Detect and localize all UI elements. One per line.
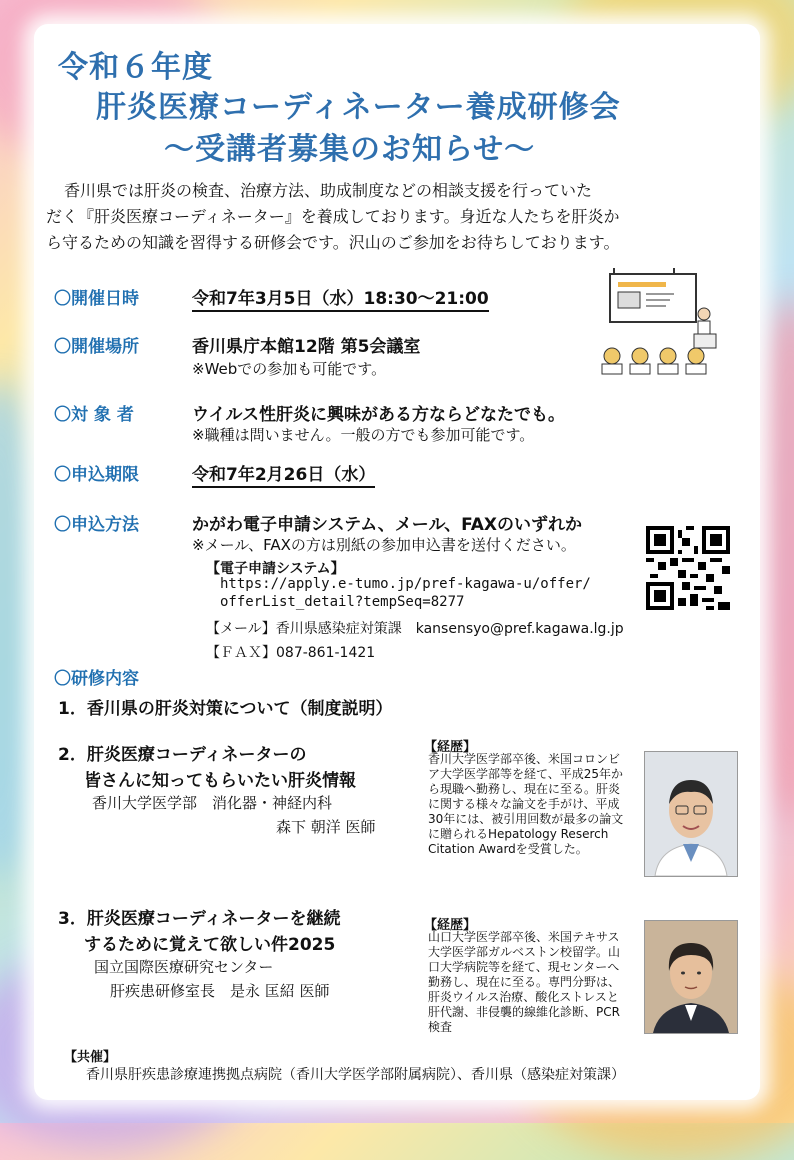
session-3-title-2: するために覚えて欲しい件2025 bbox=[84, 935, 336, 955]
session-3-bio: 山口大学医学部卒後、米国テキサス大学医学部ガルベストン校留学。山口大学病院等を経て、現センターへ勤務し、現在に至る。専門分野は、肝炎ウイルス治療、酸化ストレスと肝代謝、非侵襲的線維化診断、PCR検査 bbox=[428, 930, 621, 1034]
session-3-bio-head: 【経歴】 bbox=[424, 918, 477, 933]
session-2-bio: 香川大学医学部卒後、米国コロンビア大学医学部等を経て、平成25年から現職へ勤務し、現在に至る。肝炎に関する様々な論文を手がけ、平成30年には、被引用回数が最多の論文に贈られるHepatology Reserch Citation Awardを受賞した。 bbox=[428, 752, 624, 856]
method-value: かがわ電子申請システム、メール、FAXのいずれか bbox=[192, 515, 583, 535]
title-main: 肝炎医療コーディネーター養成研修会 bbox=[96, 90, 621, 125]
venue-value: 香川県庁本館12階 第5会議室 bbox=[192, 337, 421, 357]
sponsor-head: 【共催】 bbox=[64, 1050, 117, 1065]
intro-line-1: 香川県では肝炎の検査、治療方法、助成制度などの相談支援を行っていた bbox=[64, 181, 593, 200]
mail-line[interactable]: 【メール】香川県感染症対策課 kansensyo@pref.kagawa.lg.jp bbox=[206, 621, 624, 637]
qr-code-icon[interactable] bbox=[646, 526, 730, 610]
venue-label: 〇開催場所 bbox=[54, 337, 139, 357]
system-head: 【電子申請システム】 bbox=[206, 561, 345, 577]
intro-line-3: ら守るための知識を習得する研修会です。沢山のご参加をお待ちしております。 bbox=[46, 233, 620, 252]
deadline-label: 〇申込期限 bbox=[54, 465, 139, 485]
session-2-bio-head: 【経歴】 bbox=[424, 740, 477, 755]
session-3-title-1: 3．肝炎医療コーディネーターを継続 bbox=[58, 909, 341, 929]
session-2-affiliation: 香川大学医学部 消化器・神経内科 bbox=[92, 794, 333, 812]
session-2-title-2: 皆さんに知ってもらいたい肝炎情報 bbox=[84, 771, 356, 791]
presentation-illustration-icon bbox=[594, 264, 734, 376]
target-note: ※職種は問いません。一般の方でも参加可能です。 bbox=[192, 426, 535, 444]
fax-line: 【ＦＡＸ】087-861-1421 bbox=[206, 645, 376, 661]
session-3-affiliation: 国立国際医療研究センター bbox=[94, 958, 274, 976]
deadline-value: 令和7年2月26日（水） bbox=[192, 460, 375, 488]
sponsor-text: 香川県肝疾患診療連携拠点病院（香川大学医学部附属病院）、香川県（感染症対策課） bbox=[86, 1067, 625, 1083]
session-1-title: 1．香川県の肝炎対策について（制度説明） bbox=[58, 699, 393, 719]
venue-note: ※Webでの参加も可能です。 bbox=[192, 360, 387, 378]
doctor-photo-icon bbox=[644, 920, 738, 1034]
title-sub: ～受講者募集のお知らせ～ bbox=[164, 132, 536, 167]
title-year: 令和６年度 bbox=[58, 50, 213, 85]
target-label: 〇対 象 者 bbox=[54, 405, 134, 425]
session-3-speaker: 肝疾患研修室長 是永 匡紹 医師 bbox=[110, 982, 330, 1000]
url-line-1[interactable]: https://apply.e-tumo.jp/pref-kagawa-u/offer/ bbox=[220, 576, 591, 592]
flyer-paper bbox=[34, 24, 760, 1100]
date-label: 〇開催日時 bbox=[54, 289, 139, 309]
target-value: ウイルス性肝炎に興味がある方ならどなたでも。 bbox=[192, 405, 565, 425]
doctor-photo-icon bbox=[644, 751, 738, 877]
intro-line-2: だく『肝炎医療コーディネーター』を養成しております。身近な人たちを肝炎か bbox=[46, 207, 620, 226]
method-note: ※メール、FAXの方は別紙の参加申込書を送付ください。 bbox=[192, 536, 576, 554]
date-value: 令和7年3月5日（水）18:30～21:00 bbox=[192, 284, 489, 312]
session-2-speaker: 森下 朝洋 医師 bbox=[276, 818, 376, 836]
url-line-2[interactable]: offerList_detail?tempSeq=8277 bbox=[220, 594, 465, 610]
method-label: 〇申込方法 bbox=[54, 515, 139, 535]
session-2-title-1: 2．肝炎医療コーディネーターの bbox=[58, 745, 307, 765]
content-label: 〇研修内容 bbox=[54, 669, 139, 689]
